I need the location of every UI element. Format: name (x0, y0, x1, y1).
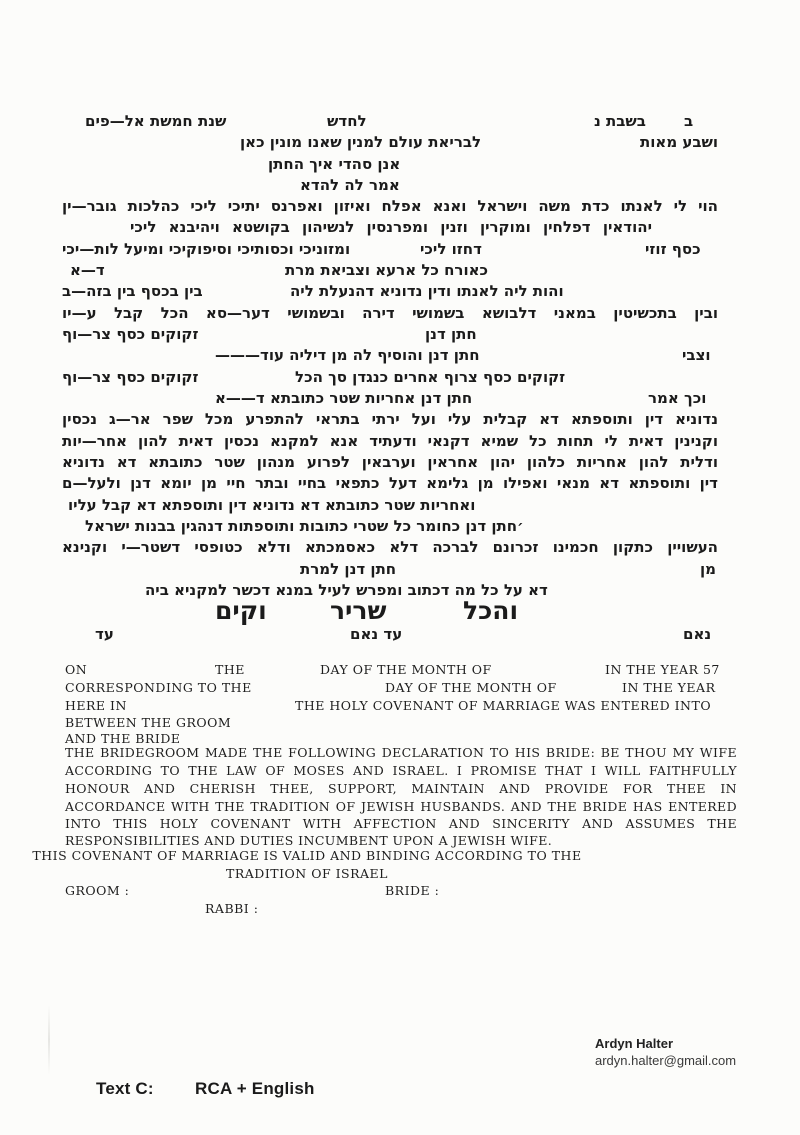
hebrew-segment: ומזוניכי וכסותיכי וסיפוקיכי ומיעל לות—יכי (62, 240, 351, 258)
declaration-line: ACCORDANCE WITH THE TRADITION OF JEWISH HUSBANDS. AND THE BRIDE HAS ENTERED (65, 799, 737, 814)
closing-line: THIS COVENANT OF MARRIAGE IS VALID AND BINDING ACCORDING TO THE (32, 848, 582, 863)
hebrew-segment: כאורח כל ארעא וצביאת מרת (285, 261, 489, 279)
witness-label: עד נאם (350, 625, 403, 643)
english-segment: DAY OF THE MONTH OF (385, 680, 557, 695)
english-segment: THE HOLY COVENANT OF MARRIAGE WAS ENTERED INTO (295, 698, 712, 713)
hebrew-line: דא על כל מה דכתוב ומפרש לעיל במנא דכשר למקניא ביה (145, 581, 548, 599)
hebrew-segment: חתן דנן והוסיף לה מן דיליה עוד——— (215, 346, 480, 364)
declaration-line: THE BRIDEGROOM MADE THE FOLLOWING DECLARATION TO HIS BRIDE: BE THOU MY WIFE (65, 745, 737, 760)
hebrew-finale-word: וקים (215, 596, 267, 625)
hebrew-segment: אמר לה להדא (300, 176, 400, 194)
declaration-line: HONOUR AND CHERISH THEE, SUPPORT, MAINTAIN AND PROVIDE FOR THEE IN (65, 781, 737, 796)
hebrew-line: ואחריות שטר כתובתא דא נדוניא דין ותוספתא דא קבל עליו (68, 496, 476, 514)
hebrew-line: העשויין כתקון חכמינו זכרונם לברכה דלא כאסמכתא ודלא כטופסי דשטר—י וקנינא (62, 538, 718, 556)
english-segment: DAY OF THE MONTH OF (320, 662, 492, 677)
hebrew-segment: שנת חמשת אל—פים (85, 112, 227, 130)
witness-label: נאם (683, 625, 712, 643)
contact-email: ardyn.halter@gmail.com (595, 1053, 737, 1068)
hebrew-segment: חתן דנן אחריות שטר כתובתא ד——א (215, 389, 473, 407)
hebrew-segment: דחזו ליכי (420, 240, 482, 258)
hebrew-segment: ב (684, 112, 694, 130)
hebrew-line: דין ותוספתא דא מנאי ואפילו מן גלימא דעל כתפאי בחיי ובתר חיי מן יומא דנן ולעל—ם (62, 474, 718, 492)
hebrew-segment: זקוקים כסף צר—וף (62, 325, 199, 343)
declaration-line: RESPONSIBILITIES AND DUTIES INCUMBENT UPON A JEWISH WIFE. (65, 833, 553, 848)
english-segment: HERE IN (65, 698, 127, 713)
hebrew-line: וקנינין דאית לי תחות כל שמיא דקנאי ודעתיד אנא למקנא נכסין דאית להון אחר—יות (62, 432, 718, 450)
hebrew-line: נדוניא דין ותוספתא דא קבלית עלי ועל ירתי בתראי להתפרע מכל שפר אר—ג נכסין (62, 410, 718, 428)
hebrew-segment: לחדש (327, 112, 367, 130)
hebrew-segment: וצבי (682, 346, 711, 364)
contact-name: Ardyn Halter (595, 1036, 674, 1051)
hebrew-line: ודלית להון אחריות כלהון יהון אחראין וערבאין לפרוע מנהון שטר כתובתא דא נדוניא (62, 453, 718, 471)
caption-label: Text C: (96, 1079, 154, 1098)
hebrew-finale-word: והכל (463, 596, 519, 625)
hebrew-segment: זקוקים כסף צרוף אחרים כנגדן סך הכל (295, 368, 566, 386)
hebrew-segment: ד—א (70, 261, 105, 279)
hebrew-segment: ושבע מאות (640, 133, 719, 151)
hebrew-segment: בשבת נ (594, 112, 646, 130)
rabbi-label: RABBI : (205, 901, 259, 916)
hebrew-segment: כסף זוזי (645, 240, 701, 258)
english-segment: THE (215, 662, 245, 677)
hebrew-segment: לבריאת עולם למנין שאנו מונין כאן (240, 133, 482, 151)
scan-edge-artifact (48, 1005, 50, 1075)
hebrew-segment: וכך אמר (648, 389, 707, 407)
hebrew-segment: חתן דנן (425, 325, 477, 343)
caption-value: RCA + English (195, 1079, 315, 1098)
hebrew-segment: זקוקים כסף צר—וף (62, 368, 199, 386)
hebrew-finale-word: שריר (330, 596, 387, 625)
hebrew-line: ובין בתכשיטין במאני דלבושא בשמושי דירה ובשמושי דער—סא הכל קבל ע—יו (62, 304, 718, 322)
closing-line: TRADITION OF ISRAEL (226, 866, 388, 881)
english-segment: CORRESPONDING TO THE (65, 680, 252, 695)
english-segment: ON (65, 662, 88, 677)
bride-label: BRIDE : (385, 883, 440, 898)
witness-label: עד (95, 625, 114, 643)
groom-label: GROOM : (65, 883, 130, 898)
declaration-line: INTO THIS HOLY COVENANT WITH AFFECTION AND SINCERITY AND ASSUMES THE (65, 816, 737, 831)
hebrew-line: הוי לי לאנתו כדת משה וישראל ואנא אפלח ואיזון ואפרנס יתיכי ליכי כהלכות גובר—ין (62, 197, 718, 215)
hebrew-segment: בין בכסף בין בזה—ב (62, 282, 203, 300)
hebrew-segment: חתן דנן למרת (300, 560, 397, 578)
english-segment: BETWEEN THE GROOM (65, 715, 232, 730)
hebrew-segment: מן (700, 560, 717, 578)
english-segment: IN THE YEAR 57 (605, 662, 720, 677)
declaration-line: ACCORDING TO THE LAW OF MOSES AND ISRAEL. I PROMISE THAT I WILL FAITHFULLY (65, 763, 737, 778)
hebrew-segment: אנן סהדי איך החתן (268, 155, 401, 173)
hebrew-line: ׳חתן דנן כחומר כל שטרי כתובות ותוספתות דנהגין בבנות ישראל (85, 517, 524, 535)
english-segment: AND THE BRIDE (65, 731, 181, 746)
hebrew-segment: והות ליה לאנתו ודין נדוניא דהנעלת ליה (290, 282, 564, 300)
english-segment: IN THE YEAR (622, 680, 716, 695)
hebrew-line: יהודאין דפלחין ומוקרין וזנין ומפרנסין לנשיהון בקושטא ויהיבנא ליכי (130, 218, 652, 236)
